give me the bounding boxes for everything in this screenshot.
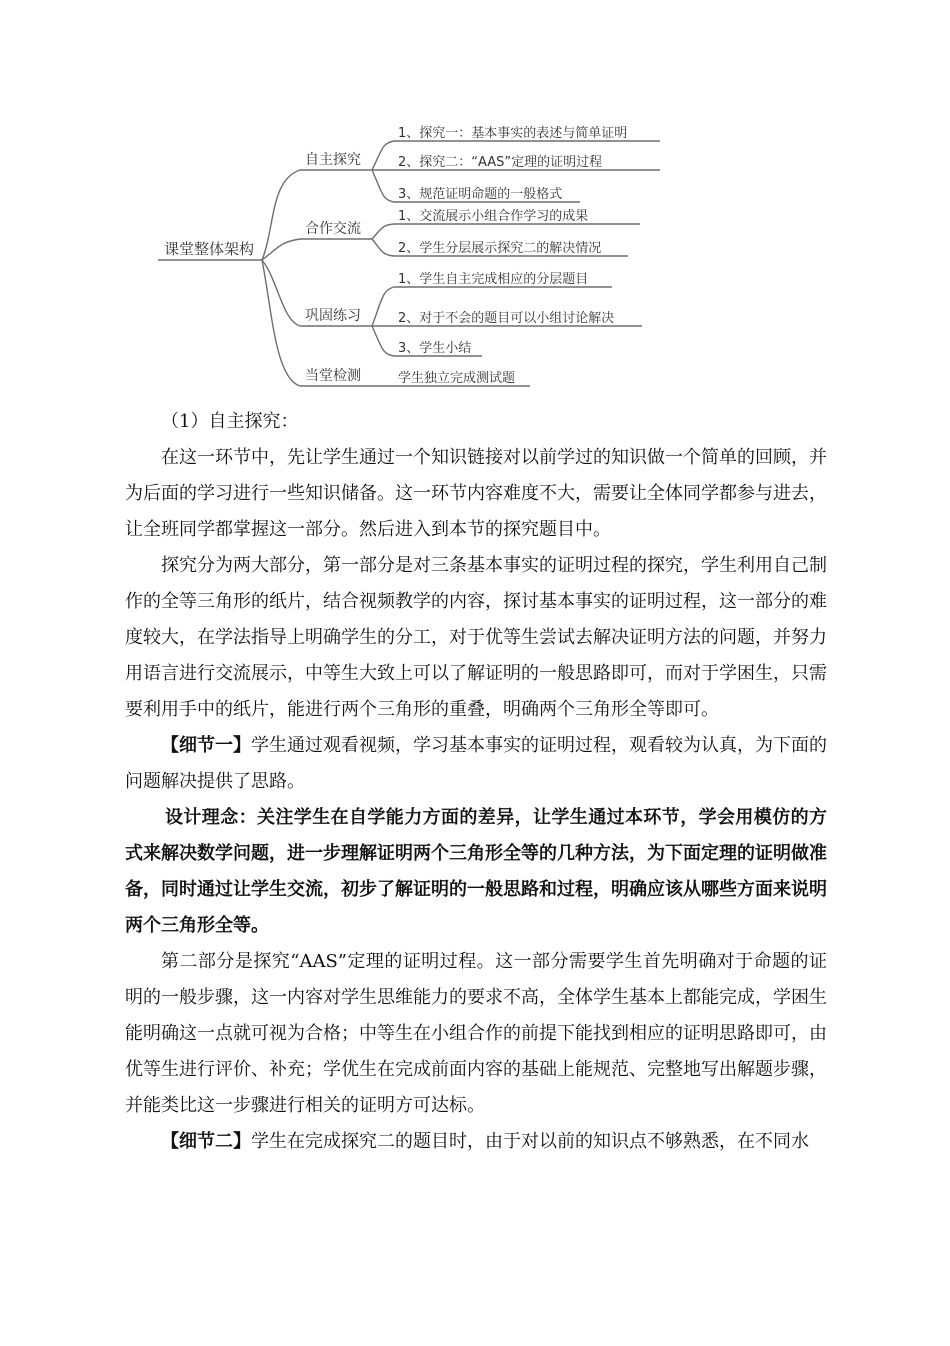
mindmap-leaf-label: 2、对于不会的题目可以小组讨论解决: [398, 311, 615, 326]
detail-paragraph: [125, 728, 827, 800]
mindmap-root-label: 课堂整体架构: [164, 240, 255, 258]
section-heading: （1）自主探究：: [161, 411, 299, 432]
detail-text: 学生通过观看视频，学习基本事实的证明过程，观看较为认真，为下面的问题解决提供了思路。: [125, 735, 827, 792]
detail-text: 学生在完成探究二的题目时，由于对以前的知识点不够熟悉，在不同水: [251, 1131, 809, 1152]
mindmap-branch-label: 当堂检测: [305, 368, 361, 384]
mindmap-leaf-label: 3、规范证明命题的一般格式: [398, 187, 563, 202]
mindmap-leaf-label: 2、探究二：“AAS”定理的证明过程: [398, 155, 603, 170]
detail-label: 【细节二】: [161, 1131, 251, 1152]
mindmap-leaf-label: 2、学生分层展示探究二的解决情况: [398, 241, 602, 256]
design-concept-paragraph: 设计理念：关注学生在自学能力方面的差异，让学生通过本环节，学会用模仿的方式来解决数学问题，进一步理解证明两个三角形全等的几种方法，为下面定理的证明做准备，同时通过让学生交流，初步了解证明的一般思路和过程，明确应该从哪些方面来说明两个三角形全等。: [125, 807, 827, 936]
mindmap-branch-label: 巩固练习: [305, 308, 361, 324]
document-body: [125, 404, 827, 1160]
mindmap-branch-label: 自主探究: [305, 152, 361, 168]
mindmap-leaf-label: 1、交流展示小组合作学习的成果: [398, 209, 589, 224]
paragraph: 在这一环节中，先让学生通过一个知识链接对以前学过的知识做一个简单的回顾，并为后面的学习进行一些知识储备。这一环节内容难度不大，需要让全体同学都参与进去，让全班同学都掌握这一部分。然后进入到本节的探究题目中。: [125, 447, 827, 540]
mindmap-leaf-label: 3、学生小结: [398, 341, 472, 356]
paragraph: 探究分为两大部分，第一部分是对三条基本事实的证明过程的探究，学生利用自己制作的全等三角形的纸片，结合视频教学的内容，探讨基本事实的证明过程，这一部分的难度较大，在学法指导上明确学生的分工，对于优等生尝试去解决证明方法的问题，并努力用语言进行交流展示，中等生大致上可以了解证明的一般思路即可，而对于学困生，只需要利用手中的纸片，能进行两个三角形的重叠，明确两个三角形全等即可。: [125, 555, 827, 720]
detail-paragraph: [125, 1124, 827, 1160]
course-structure-mindmap: [150, 110, 670, 400]
mindmap-leaf-label: 1、学生自主完成相应的分层题目: [398, 272, 589, 287]
mindmap-leaf-label: 学生独立完成测试题: [398, 371, 516, 386]
mindmap-branch-label: 合作交流: [305, 221, 361, 237]
detail-label: 【细节一】: [161, 735, 251, 756]
mindmap-leaf-label: 1、探究一：基本事实的表述与简单证明: [398, 126, 628, 141]
paragraph: 第二部分是探究“AAS”定理的证明过程。这一部分需要学生首先明确对于命题的证明的一般步骤，这一内容对学生思维能力的要求不高，全体学生基本上都能完成，学困生能明确这一点就可视为合格；中等生在小组合作的前提下能找到相应的证明思路即可，由优等生进行评价、补充；学优生在完成前面内容的基础上能规范、完整地写出解题步骤，并能类比这一步骤进行相关的证明方可达标。: [125, 951, 827, 1116]
connector-branch-1: [262, 170, 300, 260]
